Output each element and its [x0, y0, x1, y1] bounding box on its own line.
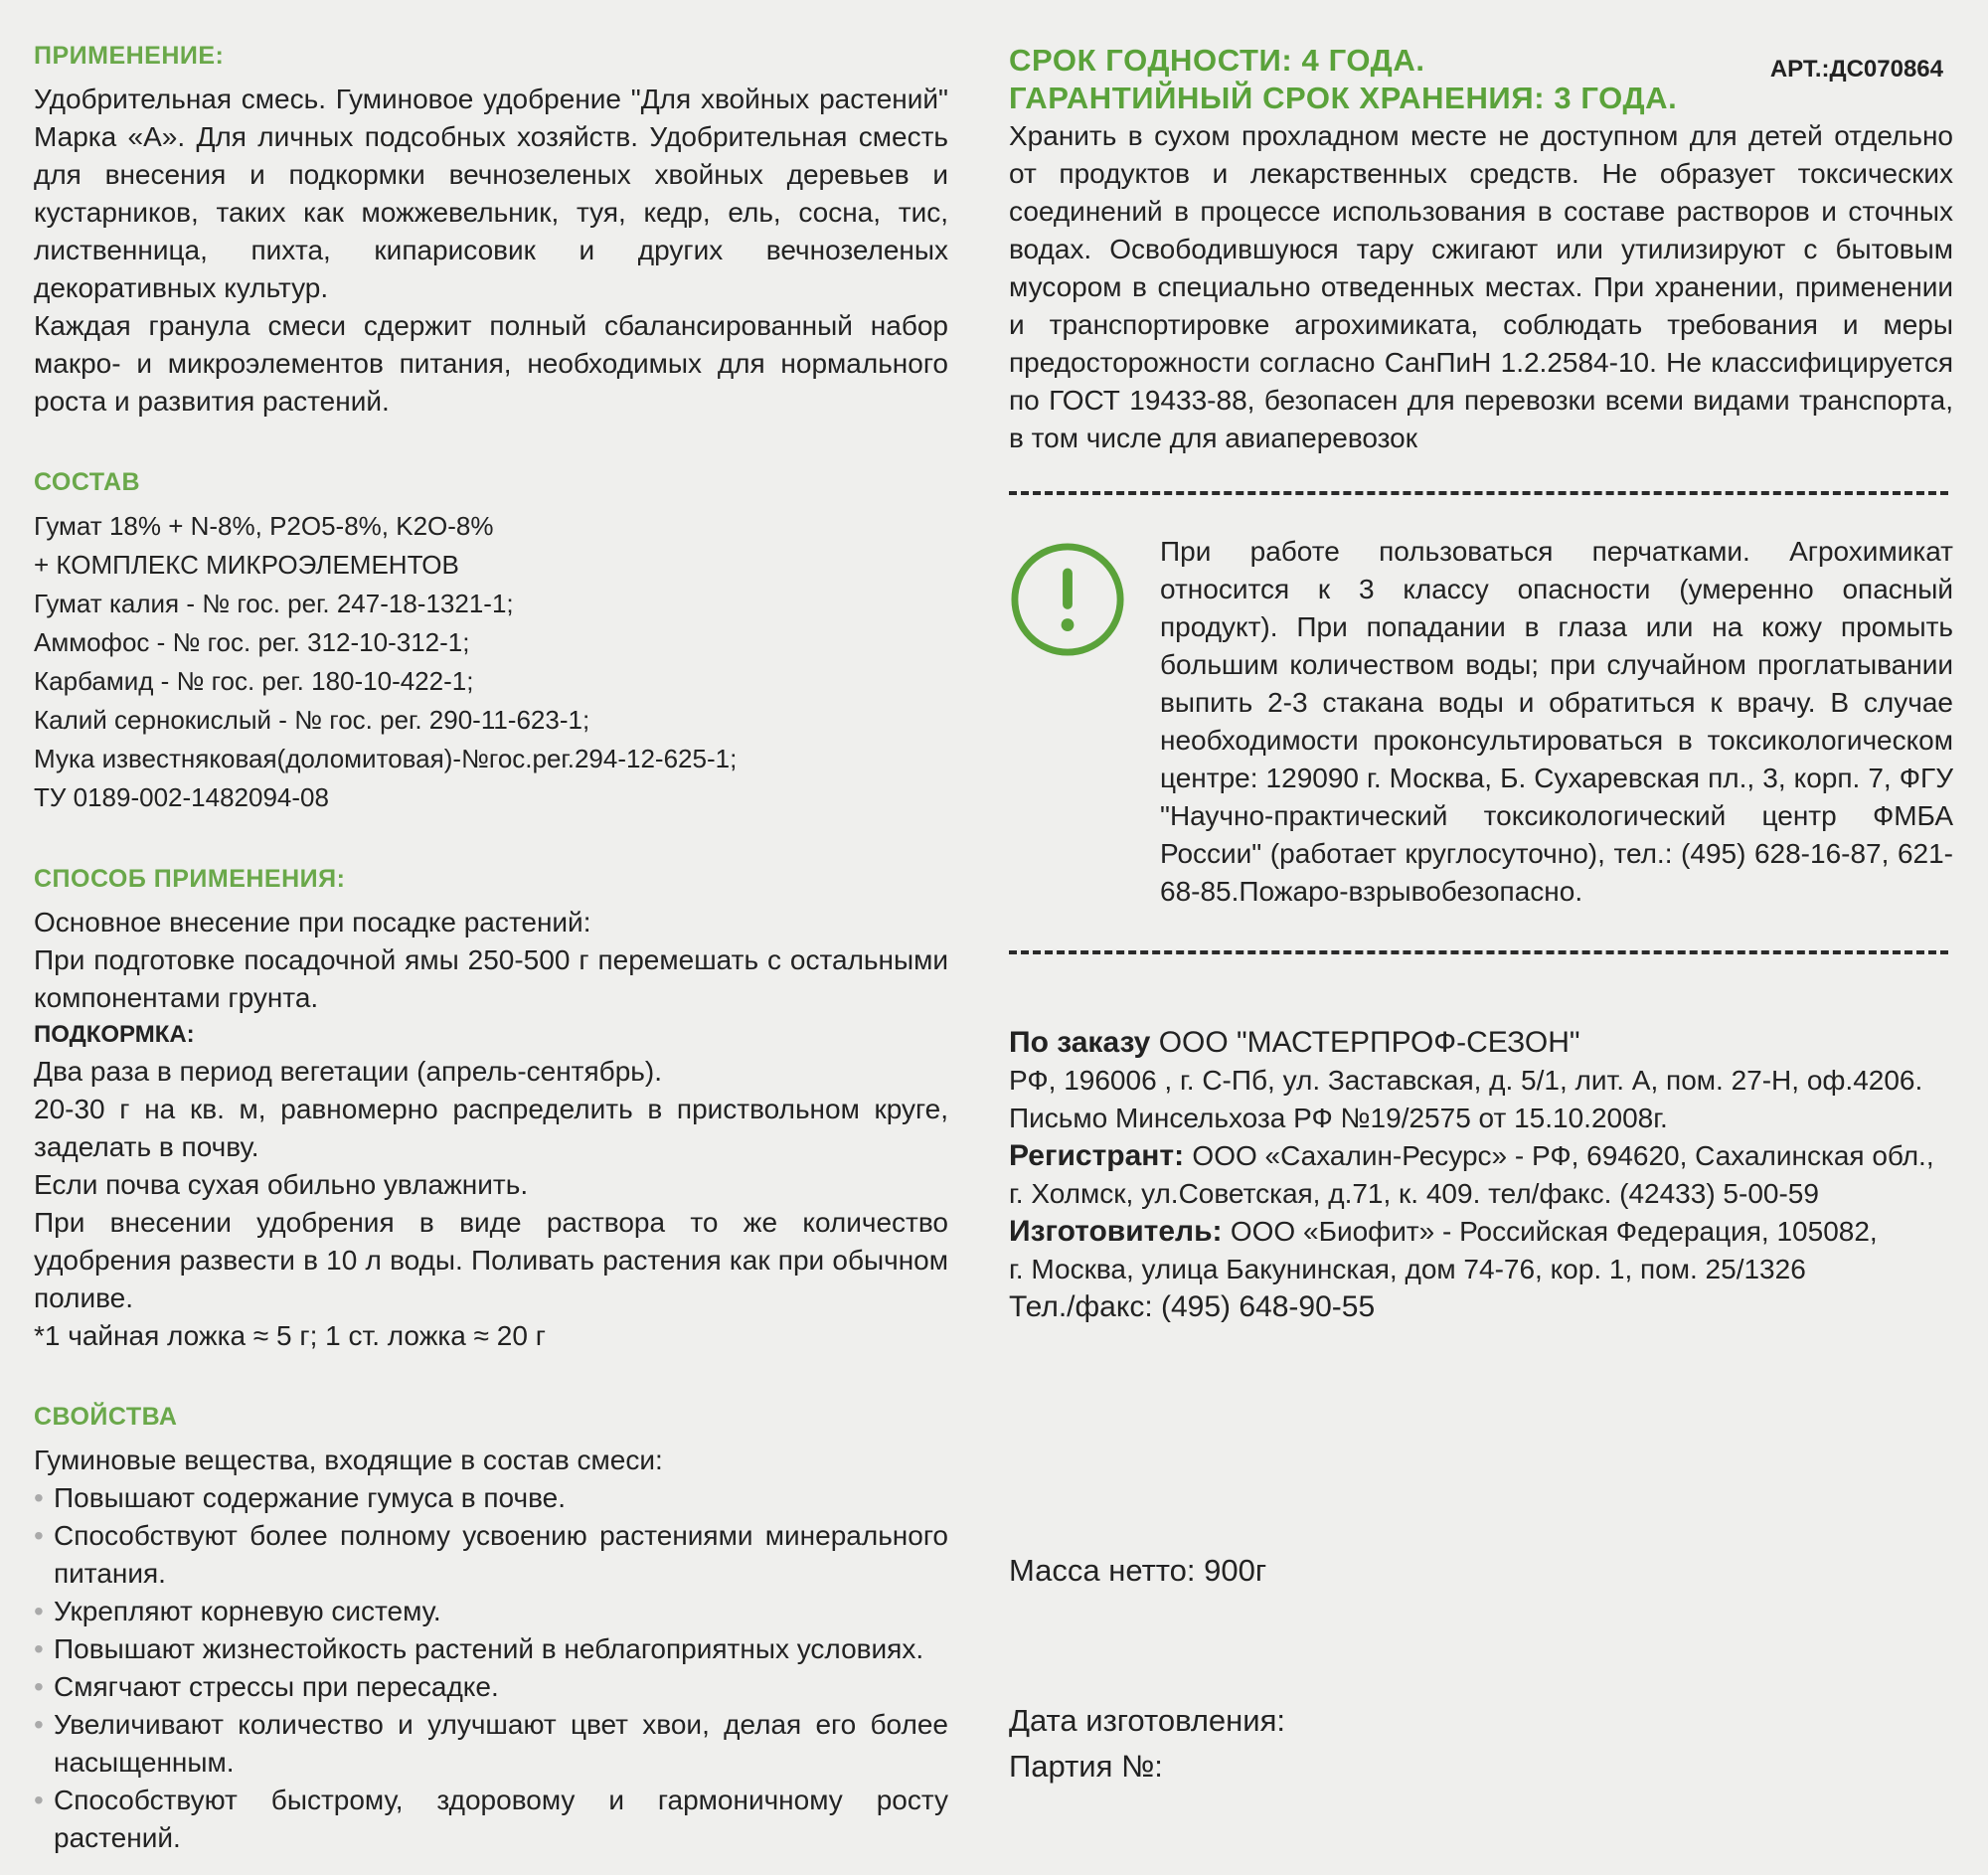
- left-column: [34, 42, 948, 1857]
- feeding-text-3: Если почва сухая обильно увлажнить.: [34, 1169, 529, 1200]
- warning-block: [1009, 533, 1953, 911]
- method-title: СПОСОБ ПРИМЕНЕНИЯ:: [34, 865, 346, 893]
- manufacturer-phone: Тел./факс: (495) 648-90-55: [1009, 1290, 1376, 1323]
- feeding-text-2: 20-30 г на кв. м, равномерно распределить в приствольном круге, заделать в почву.: [34, 1094, 948, 1162]
- divider: [1009, 950, 1948, 954]
- contact-block: [1009, 1024, 1953, 1326]
- right-column: [1009, 42, 1953, 1790]
- composition-line: Мука известняковая(доломитовая)-№гос.рег.294-12-625-1;: [34, 744, 738, 773]
- application-title: ПРИМЕНЕНИЕ:: [34, 42, 225, 70]
- order-label: По заказу: [1009, 1026, 1151, 1059]
- divider: [1009, 491, 1948, 495]
- production-date-label: Дата изготовления:: [1009, 1703, 1285, 1738]
- list-item: • Повышают содержание гумуса в почве.: [34, 1479, 948, 1517]
- properties-list: [34, 1479, 948, 1857]
- method-main-head: Основное внесение при посадке растений:: [34, 907, 591, 938]
- manufacturer-company: ООО «Биофит» - Российская Федерация, 105082,: [1230, 1216, 1878, 1247]
- composition-title: СОСТАВ: [34, 468, 141, 496]
- exclamation-circle-icon: [1009, 541, 1126, 658]
- properties-title: СВОЙСТВА: [34, 1403, 178, 1431]
- list-item: • Увеличивают количество и улучшают цвет хвои, делая его более насыщенным.: [34, 1706, 948, 1782]
- list-item: • Укрепляют корневую систему.: [34, 1593, 948, 1630]
- order-address: РФ, 196006 , г. С-Пб, ул. Заставская, д. 5/1, лит. А, пом. 27-Н, оф.4206.: [1009, 1065, 1923, 1096]
- composition-line: Аммофос - № гос. рег. 312-10-312-1;: [34, 627, 470, 657]
- production-info: [1009, 1698, 1953, 1790]
- composition-line: Гумат 18% + N-8%, P2O5-8%, K2O-8%: [34, 511, 494, 541]
- composition-line: Калий сернокислый - № гос. рег. 290-11-623-1;: [34, 705, 590, 735]
- application-text-2: Каждая гранула смеси сдержит полный сбалансированный набор макро- и микроэлементов питания, необходимых для нормального роста и развития растений.: [34, 310, 948, 417]
- registrant-company: ООО «Сахалин-Ресурс» - РФ, 694620, Сахалинская обл.,: [1192, 1140, 1934, 1171]
- feeding-head: ПОДКОРМКА:: [34, 1021, 195, 1048]
- application-text-1: Удобрительная смесь. Гуминовое удобрение "Для хвойных растений" Марка «А». Для личных подсобных хозяйств. Удобрительная сместь для внесения и подкормки вечнозеленых хвойных деревьев и кустарников, таких как можжевельник, туя, кедр, ель, сосна, тис, лиственница, пихта, кипарисовик и других вечнозеленых декоративных культур.: [34, 84, 948, 303]
- list-item: • Способствуют быстрому, здоровому и гармоничному росту растений.: [34, 1782, 948, 1857]
- manufacturer-address: г. Москва, улица Бакунинская, дом 74-76, кор. 1, пом. 25/1326: [1009, 1254, 1806, 1284]
- safety-warning-text: При работе пользоваться перчатками. Агрохимикат относится к 3 классу опасности (умеренно опасный продукт). При попадании в глаза или на кожу промыть большим количеством воды; при случайном проглатывании выпить 2-3 стакана воды и обратиться к врачу. В случае необходимости проконсультироваться в токсикологическом центре: 129090 г. Москва, Б. Сухаревская пл., 3, корп. 7, ФГУ "Научно-практический токсикологический центр ФМБА России" (работает круглосуточно), тел.: (495) 628-16-87, 621-68-85.Пожаро-взрывобезопасно.: [1160, 536, 1953, 907]
- composition-line: ТУ 0189-002-1482094-08: [34, 782, 329, 812]
- list-item: • Смягчают стрессы при пересадке.: [34, 1668, 948, 1706]
- composition-line: Карбамид - № гос. рег. 180-10-422-1;: [34, 666, 474, 696]
- feeding-text-4: При внесении удобрения в виде раствора то же количество удобрения развести в 10 л воды. Поливать растения как при обычном поливе.: [34, 1207, 948, 1313]
- storage-text: Хранить в сухом прохладном месте не доступном для детей отдельно от продуктов и лекарственных средств. Не образует токсических соединений в процессе использования в составе растворов и сточных водах. Освободившуюся тару сжигают или утилизируют с бытовым мусором в специально отведенных местах. При хранении, применении и транспортировке агрохимиката, соблюдать требования и меры предосторожности согласно СанПиН 1.2.2584-10. Не классифицируется по ГОСТ 19433-88, безопасен для перевозки всеми видами транспорта, в том числе для авиаперевозок: [1009, 120, 1953, 453]
- ministry-letter: Письмо Минсельхоза РФ №19/2575 от 15.10.2008г.: [1009, 1103, 1668, 1133]
- batch-label: Партия №:: [1009, 1749, 1163, 1784]
- dosage-note: *1 чайная ложка ≈ 5 г; 1 ст. ложка ≈ 20 г: [34, 1320, 546, 1351]
- registrant-label: Регистрант:: [1009, 1139, 1185, 1172]
- list-item: • Повышают жизнестойкость растений в неблагоприятных условиях.: [34, 1630, 948, 1668]
- warranty-period: ГАРАНТИЙНЫЙ СРОК ХРАНЕНИЯ: 3 ГОДА.: [1009, 81, 1678, 115]
- shelf-life: СРОК ГОДНОСТИ: 4 ГОДА.: [1009, 43, 1425, 78]
- order-company: ООО "МАСТЕРПРОФ-СЕЗОН": [1158, 1026, 1580, 1059]
- properties-intro: Гуминовые вещества, входящие в состав смеси:: [34, 1445, 663, 1475]
- composition-list: [34, 507, 948, 817]
- feeding-text-1: Два раза в период вегетации (апрель-сентябрь).: [34, 1056, 662, 1087]
- composition-line: Гумат калия - № гос. рег. 247-18-1321-1;: [34, 589, 514, 618]
- method-main-text: При подготовке посадочной ямы 250-500 г перемешать с остальными компонентами грунта.: [34, 944, 948, 1013]
- registrant-address: г. Холмск, ул.Советская, д.71, к. 409. тел/факс. (42433) 5-00-59: [1009, 1178, 1819, 1209]
- shelf-life-header: [1009, 42, 1953, 117]
- manufacturer-label: Изготовитель:: [1009, 1215, 1223, 1248]
- list-item: • Способствуют более полному усвоению растениями минерального питания.: [34, 1517, 948, 1593]
- composition-line: + КОМПЛЕКС МИКРОЭЛЕМЕНТОВ: [34, 550, 459, 580]
- net-weight: Масса нетто: 900г: [1009, 1553, 1267, 1588]
- article-number: АРТ.:ДС070864: [1769, 56, 1943, 83]
